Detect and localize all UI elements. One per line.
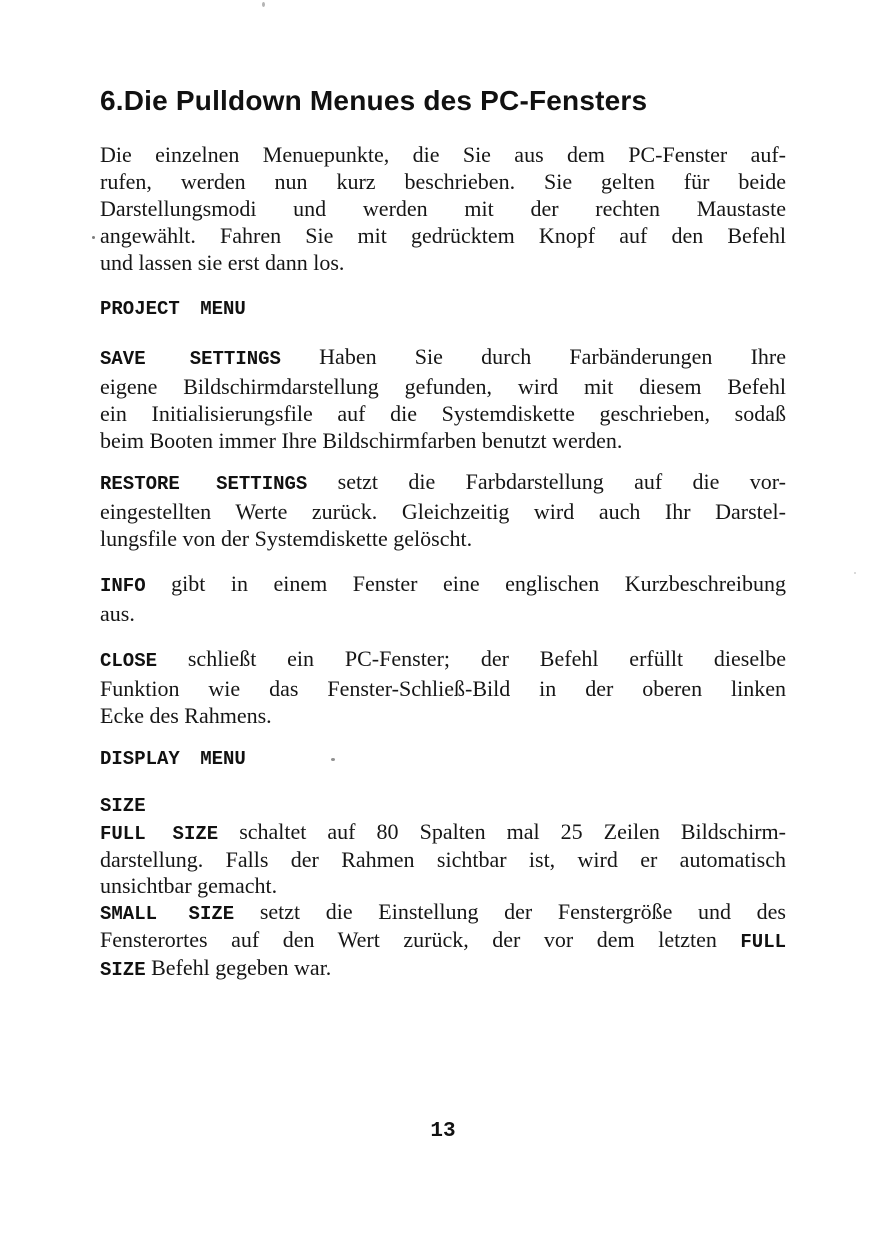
text-line — [100, 525, 786, 552]
text-line — [100, 343, 786, 373]
body-text: Die einzelnen Menuepunkte, die Sie aus dem PC-Fenster auf- — [100, 142, 786, 167]
text-line — [100, 873, 786, 899]
keyword-text: DISPLAY MENU — [100, 748, 246, 770]
intro-paragraph — [100, 141, 786, 276]
body-text: Funktion wie das Fenster-Schließ-Bild in der oberen linken — [100, 676, 786, 701]
body-text: eingestellten Werte zurück. Gleichzeitig wird auch Ihr Darstel- — [100, 499, 786, 524]
body-text: Darstellungsmodi und werden mit der rechten Maustaste — [100, 196, 786, 221]
body-text: Ecke des Rahmens. — [100, 703, 272, 728]
body-text: setzt die Einstellung der Fenstergröße und des — [234, 899, 786, 924]
text-line — [100, 427, 786, 454]
keyword-text: FULL — [740, 931, 786, 953]
text-line — [100, 675, 786, 702]
body-text: gibt in einem Fenster eine englischen Kurzbeschreibung — [145, 571, 786, 596]
text-line — [100, 498, 786, 525]
keyword-text: SIZE — [100, 959, 146, 981]
body-text: Fensterortes auf den Wert zurück, der vor dem letzten — [100, 927, 741, 952]
text-line — [100, 168, 786, 195]
keyword-text: SMALL SIZE — [100, 903, 235, 925]
text-line — [100, 743, 786, 773]
close-paragraph — [100, 645, 786, 729]
text-line — [100, 791, 786, 819]
heading-display-menu — [100, 743, 786, 773]
body-text: setzt die Farbdarstellung auf die vor- — [307, 469, 787, 494]
size-section — [100, 791, 786, 983]
body-text: lungsfile von der Systemdiskette gelöscht. — [100, 526, 473, 551]
text-line — [100, 468, 786, 498]
text-line — [100, 847, 786, 873]
body-text: schließt ein PC-Fenster; der Befehl erfüllt dieselbe — [157, 646, 786, 671]
text-line — [100, 955, 786, 983]
scan-speck — [331, 758, 335, 761]
body-text: aus. — [100, 601, 135, 626]
scan-speck — [92, 236, 95, 239]
keyword-text: SIZE — [100, 795, 146, 817]
body-text: eigene Bildschirmdarstellung gefunden, wird mit diesem Befehl — [100, 374, 786, 399]
text-line — [100, 645, 786, 675]
text-line — [100, 600, 786, 627]
body-text: ein Initialisierungsfile auf die Systemdiskette geschrieben, sodaß — [100, 401, 786, 426]
body-text: unsichtbar gemacht. — [100, 873, 278, 898]
text-line — [100, 899, 786, 927]
keyword-text: RESTORE SETTINGS — [100, 473, 308, 495]
text-line — [100, 222, 786, 249]
body-text: schaltet auf 80 Spalten mal 25 Zeilen Bildschirm- — [218, 819, 786, 844]
keyword-text: PROJECT MENU — [100, 298, 246, 320]
text-line — [100, 249, 786, 276]
body-text: Haben Sie durch Farbänderungen Ihre — [280, 344, 787, 369]
info-paragraph — [100, 570, 786, 627]
text-line — [100, 702, 786, 729]
text-line — [100, 195, 786, 222]
text-line — [100, 819, 786, 847]
heading-project-menu — [100, 293, 786, 323]
scan-speck — [262, 2, 265, 7]
text-line — [100, 373, 786, 400]
body-text: darstellung. Falls der Rahmen sichtbar ist, wird er automatisch — [100, 847, 786, 872]
body-text: rufen, werden nun kurz beschrieben. Sie gelten für beide — [100, 169, 786, 194]
text-line — [100, 293, 786, 323]
body-text: beim Booten immer Ihre Bildschirmfarben benutzt werden. — [100, 428, 623, 453]
text-line — [100, 141, 786, 168]
save-settings-paragraph — [100, 343, 786, 454]
keyword-text: SAVE SETTINGS — [100, 348, 281, 370]
text-line — [100, 400, 786, 427]
restore-settings-paragraph — [100, 468, 786, 552]
body-text: angewählt. Fahren Sie mit gedrücktem Knopf auf den Befehl — [100, 223, 786, 248]
text-line — [100, 927, 786, 955]
keyword-text: CLOSE — [100, 650, 158, 672]
page-title: 6.Die Pulldown Menues des PC-Fensters — [100, 85, 648, 116]
scan-speck — [854, 572, 856, 574]
keyword-text: INFO — [100, 575, 146, 597]
body-text: Befehl gegeben war. — [145, 955, 332, 980]
text-line — [100, 570, 786, 600]
keyword-text: FULL SIZE — [100, 823, 219, 845]
body-text: und lassen sie erst dann los. — [100, 250, 345, 275]
page-number: 13 — [430, 1120, 456, 1143]
